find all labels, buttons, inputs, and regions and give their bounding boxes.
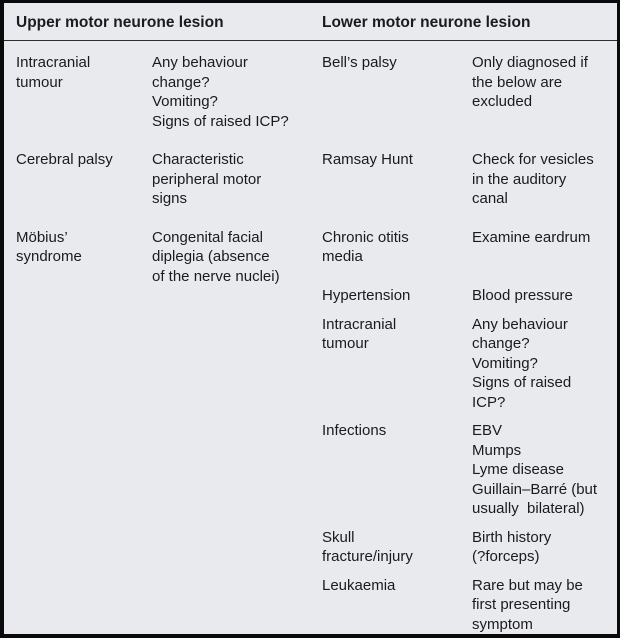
table-header-row: [4, 3, 617, 41]
text-line: (?forceps): [472, 548, 540, 565]
left-notes-cell: [152, 53, 322, 131]
table-row: [16, 528, 617, 567]
right-notes-cell: [472, 576, 617, 635]
text-line: Birth history: [472, 528, 552, 546]
text-line: usually bilateral): [472, 500, 585, 517]
text-line: tumour: [16, 73, 63, 91]
text-line: Chronic otitis: [322, 228, 409, 246]
left-notes-cell: [152, 286, 322, 306]
table-row: [16, 150, 617, 209]
text-line: Lyme disease: [472, 461, 564, 478]
left-notes-cell: [152, 150, 322, 209]
text-line: Blood pressure: [472, 287, 573, 304]
right-notes-cell: [472, 528, 617, 567]
text-line: Check for vesicles: [472, 151, 594, 168]
text-line: signs: [152, 190, 188, 207]
right-condition-cell: [322, 315, 472, 413]
text-line: tumour: [322, 335, 369, 352]
column-header-upper-motor-neurone-lesion: Upper motor neurone lesion: [16, 14, 224, 31]
left-condition-cell: [16, 576, 152, 635]
left-condition-cell: [16, 528, 152, 567]
text-line: peripheral motor: [152, 170, 262, 188]
text-line: change?: [152, 73, 210, 91]
text-line: Signs of raised: [472, 374, 572, 391]
right-notes-cell: [472, 286, 617, 306]
right-notes-cell: [472, 228, 617, 287]
left-condition-cell: [16, 150, 152, 209]
left-notes-cell: [152, 528, 322, 567]
text-line: Ramsay Hunt: [322, 151, 413, 168]
text-line: the below are: [472, 73, 563, 91]
text-line: Rare but may be: [472, 576, 583, 594]
text-line: ICP?: [472, 393, 506, 411]
text-line: Infections: [322, 422, 387, 439]
right-condition-cell: [322, 53, 472, 131]
right-condition-cell: [322, 228, 472, 287]
table-row: [16, 421, 617, 519]
text-line: Vomiting?: [472, 354, 538, 372]
text-line: Hypertension: [322, 287, 411, 304]
text-line: fracture/injury: [322, 548, 413, 565]
text-line: Skull: [322, 528, 355, 546]
text-line: excluded: [472, 93, 533, 110]
text-line: Characteristic: [152, 151, 244, 168]
right-notes-cell: [472, 53, 617, 131]
left-notes-cell: [152, 421, 322, 519]
text-line: Cerebral palsy: [16, 151, 113, 168]
left-condition-cell: [16, 228, 152, 287]
right-condition-cell: [322, 286, 472, 306]
text-line: Any behaviour: [472, 315, 568, 333]
left-condition-cell: [16, 315, 152, 413]
table-row: [16, 576, 617, 635]
text-line: media: [322, 248, 363, 265]
text-line: Intracranial: [322, 315, 397, 333]
text-line: change?: [472, 335, 530, 352]
table-row: [16, 228, 617, 287]
column-header-lower-motor-neurone-lesion: Lower motor neurone lesion: [322, 14, 531, 31]
text-line: first presenting: [472, 596, 571, 613]
text-line: Leukaemia: [322, 576, 396, 594]
text-line: EBV: [472, 422, 503, 439]
right-condition-cell: [322, 150, 472, 209]
text-line: Möbius’: [16, 228, 68, 246]
text-line: in the auditory: [472, 170, 567, 188]
right-condition-cell: [322, 528, 472, 567]
text-line: Vomiting?: [152, 93, 218, 110]
text-line: Examine eardrum: [472, 228, 591, 246]
text-line: symptom: [472, 615, 533, 633]
left-condition-cell: [16, 421, 152, 519]
text-line: Mumps: [472, 441, 522, 459]
left-condition-cell: [16, 53, 152, 131]
text-line: Only diagnosed if: [472, 54, 588, 71]
left-condition-cell: [16, 286, 152, 306]
table-row: [16, 53, 617, 131]
text-line: canal: [472, 190, 508, 207]
right-notes-cell: [472, 150, 617, 209]
text-line: diplegia (absence: [152, 248, 270, 265]
left-notes-cell: [152, 228, 322, 287]
right-notes-cell: [472, 315, 617, 413]
left-notes-cell: [152, 315, 322, 413]
text-line: syndrome: [16, 248, 82, 265]
table-body: [4, 41, 617, 634]
table-row: [16, 286, 617, 306]
text-line: Bell’s palsy: [322, 54, 397, 71]
text-line: Any behaviour: [152, 54, 248, 71]
right-condition-cell: [322, 576, 472, 635]
text-line: Signs of raised ICP?: [152, 112, 289, 130]
text-line: Guillain–Barré (but: [472, 480, 598, 498]
text-line: of the nerve nuclei): [152, 267, 280, 285]
left-notes-cell: [152, 576, 322, 635]
text-line: Intracranial: [16, 54, 91, 71]
table-row: [16, 315, 617, 413]
right-condition-cell: [322, 421, 472, 519]
text-line: Congenital facial: [152, 228, 263, 246]
right-notes-cell: [472, 421, 617, 519]
